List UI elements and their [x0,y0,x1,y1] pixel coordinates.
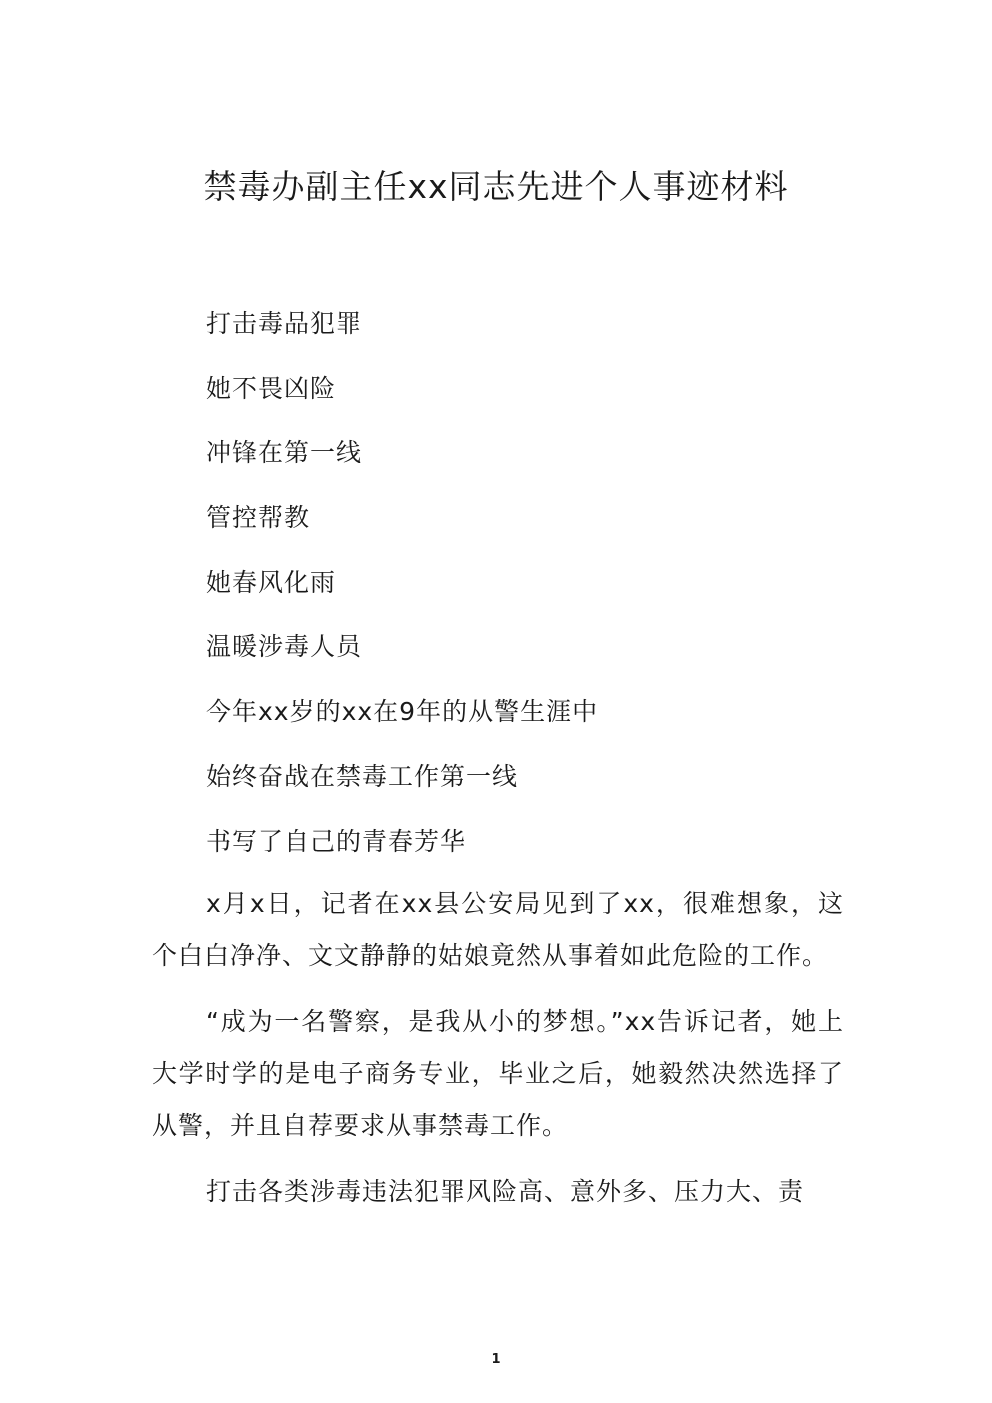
paragraph: “成为一名警察，是我从小的梦想。”xx告诉记者，她上大学时学的是电子商务专业，毕业之后，她毅然决然选择了从警，并且自荐要求从事禁毒工作。 [152,1007,844,1140]
short-line: 今年xx岁的xx在9年的从警生涯中 [206,697,599,727]
document-title: 禁毒办副主任xx同志先进个人事迹材料 [203,167,789,206]
short-line: 始终奋战在禁毒工作第一线 [206,761,519,791]
short-line: 书写了自己的青春芳华 [206,826,467,856]
short-lines-list [206,304,598,886]
body-text [152,878,844,1232]
page-number: 1 [491,1352,501,1367]
short-line: 她春风化雨 [206,567,337,597]
short-line: 温暖涉毒人员 [206,632,363,662]
short-line: 她不畏凶险 [206,373,337,403]
paragraph: 打击各类涉毒违法犯罪风险高、意外多、压力大、责 [206,1177,805,1206]
paragraph: x月x日，记者在xx县公安局见到了xx，很难想象，这个白白净净、文文静静的姑娘竟然从事着如此危险的工作。 [152,889,844,970]
short-line: 打击毒品犯罪 [206,309,363,338]
short-line: 冲锋在第一线 [206,438,363,468]
short-line: 管控帮教 [206,503,311,533]
